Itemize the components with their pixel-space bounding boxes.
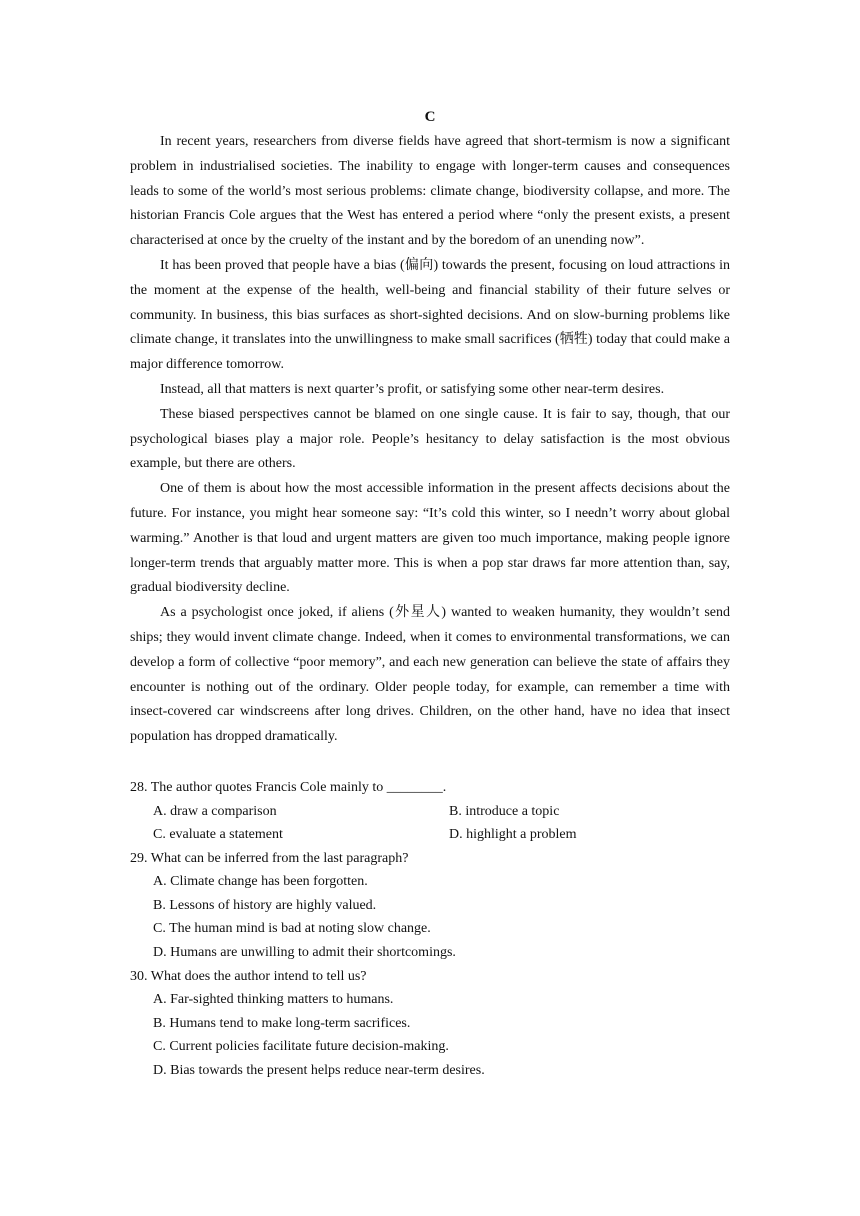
section-title: C <box>424 109 436 125</box>
option-a: A. draw a comparison <box>153 803 277 819</box>
option-a: A. Climate change has been forgotten. <box>153 874 368 890</box>
paragraph-1: In recent years, researchers from diverse fields have agreed that short-termism is now a significant problem in industrialised societies. The inability to engage with longer-term causes and consequences leads to some of the world’s most serious problems: climate change, biodiversity collapse, and more. The historian Francis Cole argues that the West has entered a period where “only the present exists, a present characterised at once by the cruelty of the instant and by the boredom of an unending now”. <box>130 134 730 249</box>
paragraph-2: It has been proved that people have a bias (偏向) towards the present, focusing on loud attractions in the moment at the expense of the health, well-being and financial stability of their future selves or community. In business, this bias surfaces as short-sighted decisions. And on slow-burning problems like climate change, it translates into the unwillingness to make small sacrifices (牺牲) today that could make a major difference tomorrow. <box>130 257 730 373</box>
option-row <box>130 800 730 824</box>
reading-passage-page <box>130 106 730 1083</box>
option-b: B. introduce a topic <box>449 803 560 819</box>
paragraph-5: One of them is about how the most accessible information in the present affects decisions about the future. For instance, you might hear someone say: “It’s cold this winter, so I needn’t worry about global warming.” Another is that loud and urgent matters are given too much importance, making people ignore longer-term trends that arguably matter more. This is when a pop star draws far more attention than, say, gradual biodiversity decline. <box>130 481 730 596</box>
option-d: D. highlight a problem <box>449 827 577 843</box>
question-30 <box>130 965 730 1083</box>
option-c: C. The human mind is bad at noting slow change. <box>153 921 431 937</box>
question-28 <box>130 776 730 847</box>
paragraph-6: As a psychologist once joked, if aliens (外星人) wanted to weaken humanity, they wouldn’t send ships; they would invent climate change. Indeed, when it comes to environmental transformations, we can develop a form of collective “poor memory”, and each new generation can believe the state of affairs they encounter is nothing out of the ordinary. Older people today, for example, can remember a time with insect-covered car windscreens after long drives. Children, on the other hand, have no idea that insect population has dropped dramatically. <box>130 605 730 745</box>
option-a: A. Far-sighted thinking matters to humans. <box>153 992 394 1008</box>
option-d: D. Humans are unwilling to admit their shortcomings. <box>153 945 456 961</box>
option-c: C. Current policies facilitate future decision-making. <box>153 1039 449 1055</box>
option-b: B. Lessons of history are highly valued. <box>153 897 377 913</box>
question-stem: 29. What can be inferred from the last paragraph? <box>130 850 409 866</box>
paragraph-4: These biased perspectives cannot be blamed on one single cause. It is fair to say, though, that our psychological biases play a major role. People’s hesitancy to delay satisfaction is the most obvious example, but there are others. <box>130 406 730 472</box>
option-d: D. Bias towards the present helps reduce near-term desires. <box>153 1063 485 1079</box>
paragraph-3: Instead, all that matters is next quarter’s profit, or satisfying some other near-term desires. <box>160 381 665 397</box>
question-stem: 30. What does the author intend to tell us? <box>130 968 367 984</box>
question-29 <box>130 847 730 965</box>
option-c: C. evaluate a statement <box>153 827 283 843</box>
question-list <box>130 776 730 1083</box>
option-row <box>130 823 730 847</box>
question-stem: 28. The author quotes Francis Cole mainly to ________. <box>130 779 447 795</box>
option-b: B. Humans tend to make long-term sacrifices. <box>153 1015 411 1031</box>
